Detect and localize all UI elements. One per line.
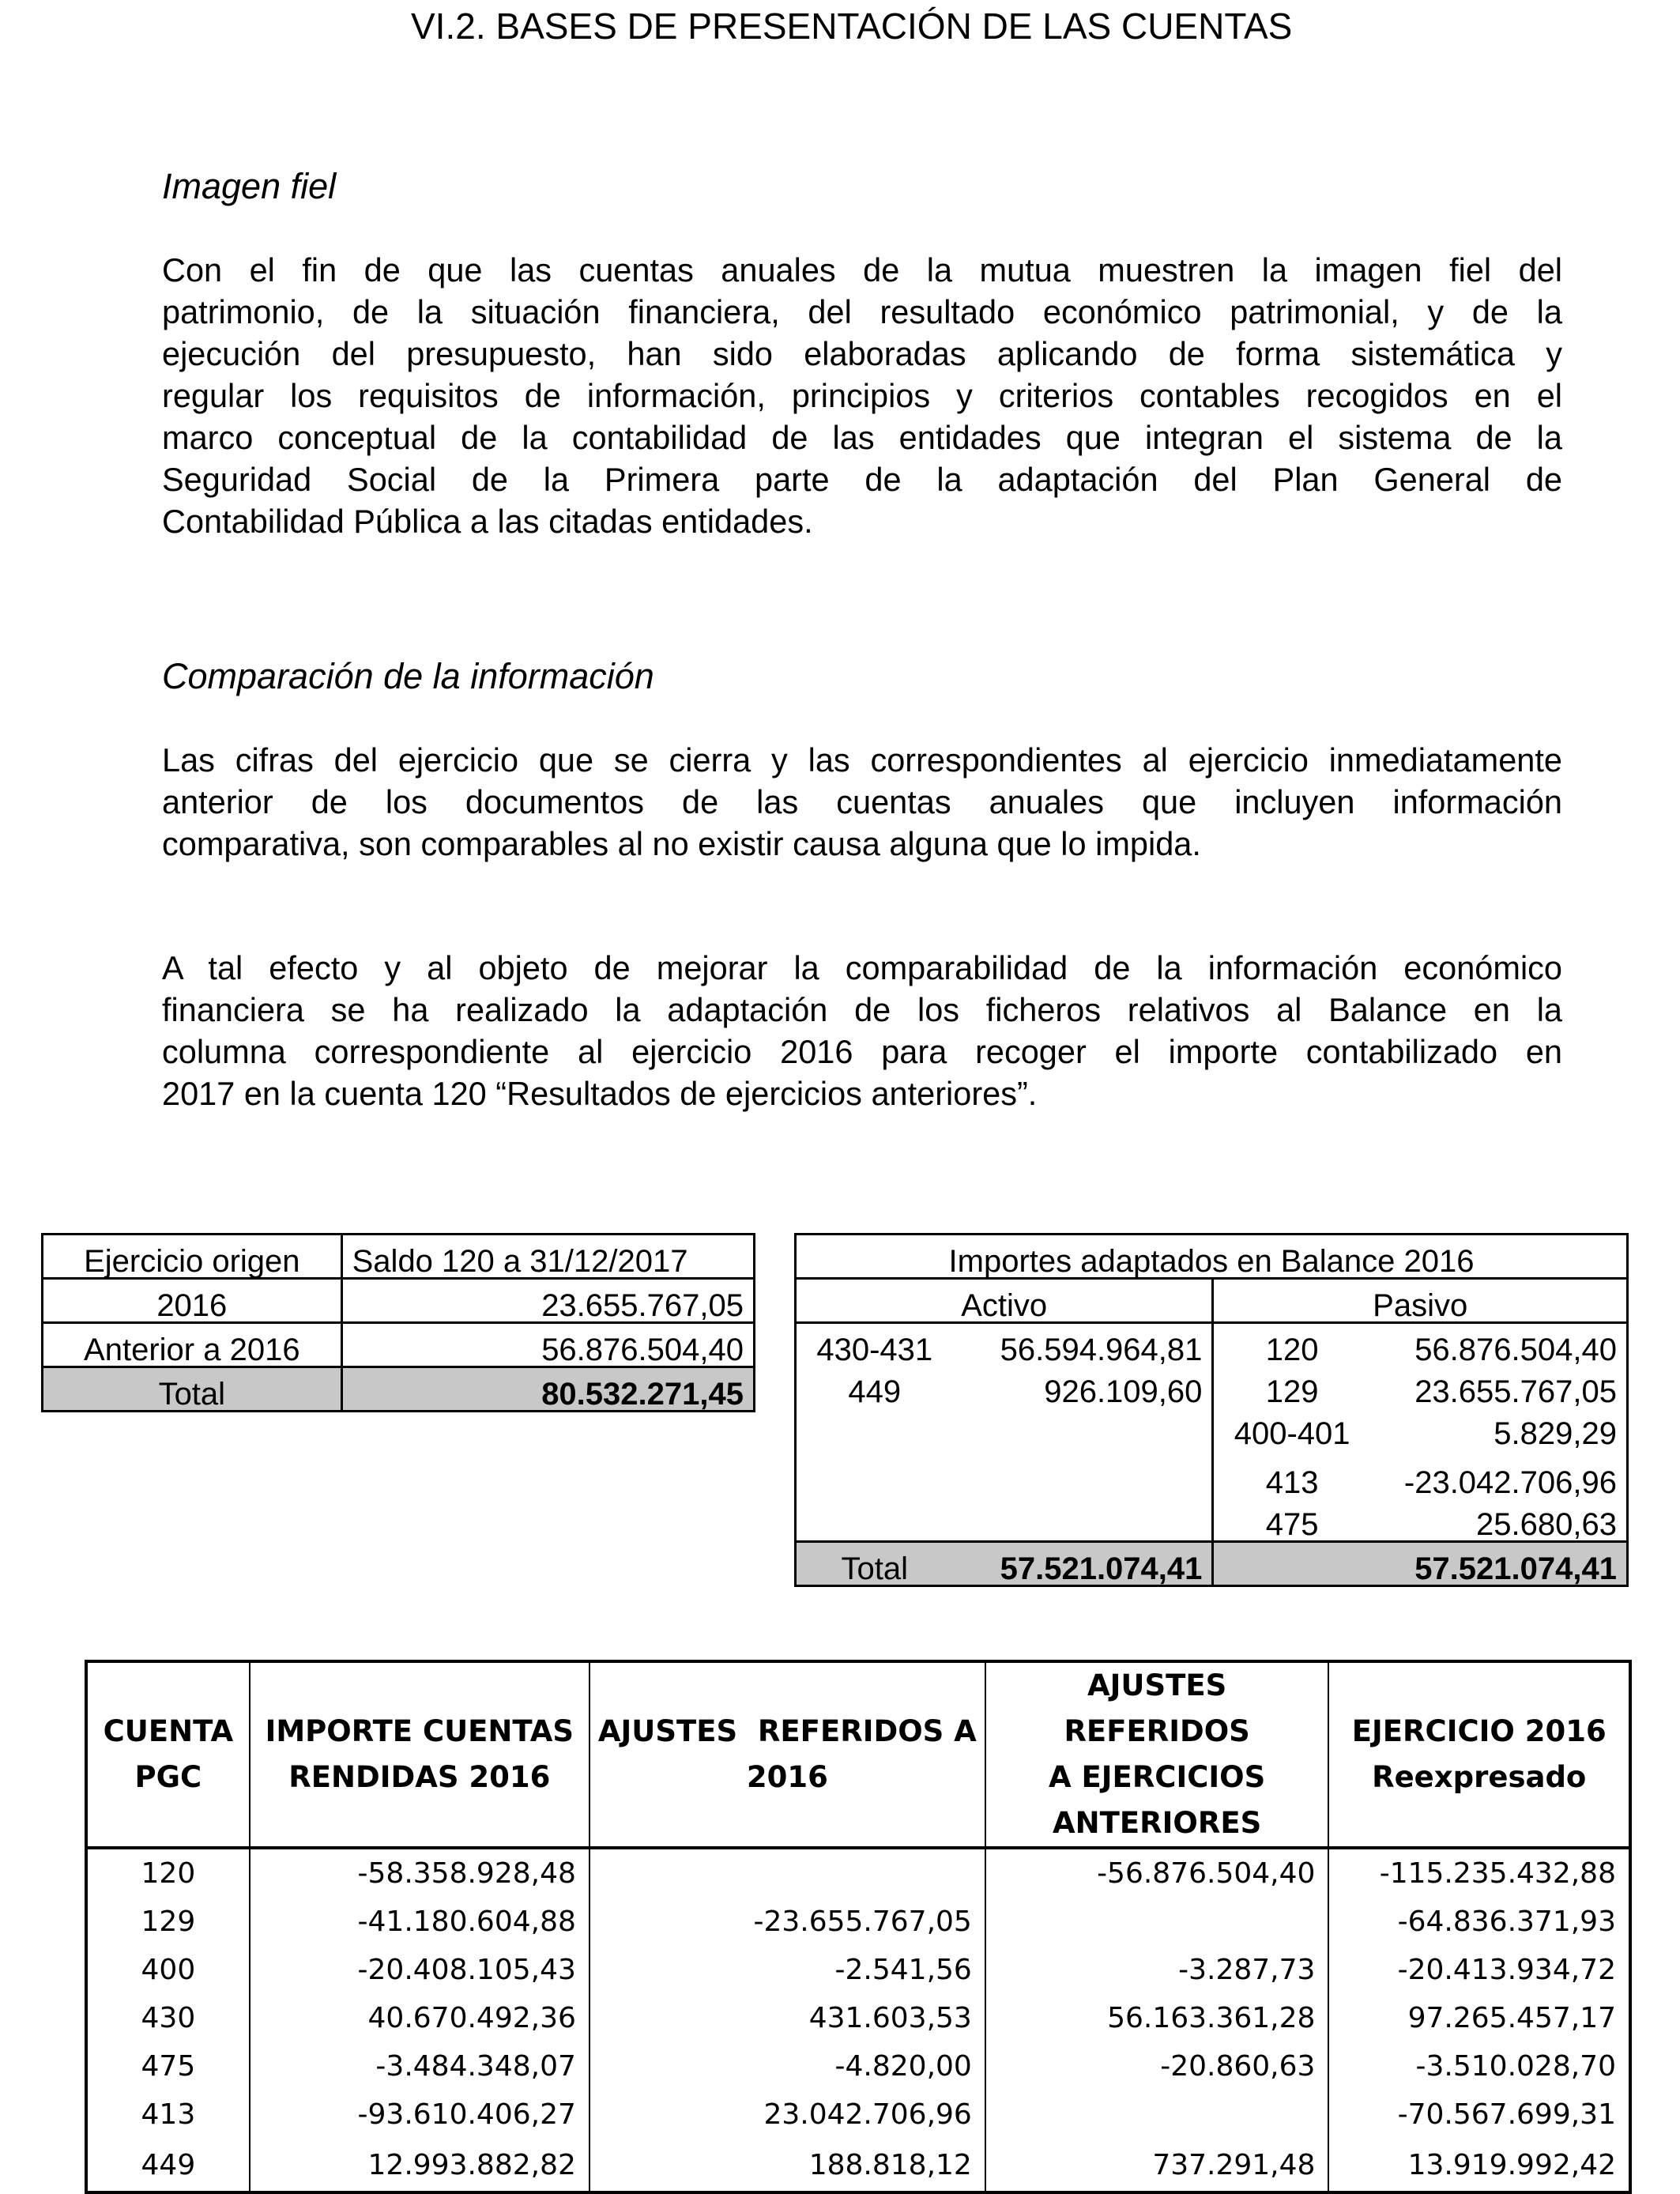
text-line: Contabilidad Pública a las citadas entidades.: [162, 503, 813, 540]
cell-importe-pasivo: 56.876.504,40: [1370, 1323, 1628, 1367]
text-line: A tal efecto y al objeto de mejorar la comparabilidad de la información económico: [162, 949, 1562, 986]
cell-cuenta: 120: [86, 1848, 250, 1898]
cell-importe-pasivo: 23.655.767,05: [1370, 1366, 1628, 1408]
cell-ajuste-anteriores: [985, 1898, 1329, 1946]
cell-importe-pasivo: -23.042.706,96: [1370, 1449, 1628, 1498]
cell-ajuste-anteriores: -56.876.504,40: [985, 1848, 1329, 1898]
header-ajustes-anteriores: [985, 1661, 1329, 1848]
header-importe-cuentas: [250, 1661, 590, 1848]
table-header-row: [86, 1661, 1630, 1848]
table-row: [86, 2090, 1630, 2139]
cell-total-value: 80.532.271,45: [341, 1367, 754, 1412]
cell-ajuste-anteriores: 56.163.361,28: [985, 1994, 1329, 2042]
cell-ajuste-2016: 431.603,53: [590, 1994, 985, 2042]
cell-cuenta-activo: 430-431: [796, 1323, 953, 1367]
cell-cuenta: 400: [86, 1946, 250, 1994]
header-line: 2016: [746, 1760, 828, 1794]
table-header-row: [43, 1235, 755, 1279]
header-cell: Ejercicio origen: [43, 1235, 342, 1279]
paragraph-comparacion-1: [162, 739, 1562, 865]
cell-reexpresado: 13.919.992,42: [1328, 2139, 1630, 2192]
cell-cuenta-activo: 449: [796, 1366, 953, 1408]
table-row: [796, 1408, 1628, 1449]
cell-ajuste-2016: -23.655.767,05: [590, 1898, 985, 1946]
text-line: Con el fin de que las cuentas anuales de la mutua muestren la imagen fiel del: [162, 251, 1562, 288]
table-row: [86, 1848, 1630, 1898]
page-title: VI.2. BASES DE PRESENTACIÓN DE LAS CUENTAS: [411, 6, 1293, 47]
cell-cuenta-activo: [796, 1498, 953, 1542]
header-activo: Activo: [796, 1279, 1213, 1323]
text-line: marco conceptual de la contabilidad de las entidades que integran el sistema de la: [162, 419, 1562, 456]
table-ejercicio-origen: [41, 1233, 755, 1412]
cell-cuenta-pasivo: 120: [1265, 1333, 1319, 1367]
cell-importe-pasivo: 25.680,63: [1370, 1498, 1628, 1542]
cell-reexpresado: 97.265.457,17: [1328, 1994, 1630, 2042]
cell-ajuste-anteriores: -20.860,63: [985, 2042, 1329, 2090]
table-total-row: [796, 1542, 1628, 1586]
cell-cuenta: 413: [86, 2090, 250, 2139]
header-ejercicio-reexpresado: [1328, 1661, 1630, 1848]
header-line: PGC: [134, 1760, 202, 1794]
cell-importe-activo: 56.594.964,81: [952, 1323, 1212, 1367]
cell-importe: -93.610.406,27: [250, 2090, 590, 2139]
cell-ejercicio: 2016: [43, 1279, 342, 1323]
cell-cuenta: 475: [86, 2042, 250, 2090]
cell-ajuste-2016: [590, 1848, 985, 1898]
cell-ajuste-anteriores: 737.291,48: [985, 2139, 1329, 2192]
cell-saldo: 56.876.504,40: [341, 1323, 754, 1367]
cell-importe-activo: [952, 1408, 1212, 1449]
cell-importe: 40.670.492,36: [250, 1994, 590, 2042]
text-line: comparativa, son comparables al no existir causa alguna que lo impida.: [162, 825, 1201, 862]
cell-ajuste-anteriores: [985, 2090, 1329, 2139]
cell-importe: -20.408.105,43: [250, 1946, 590, 1994]
cell-total-label: Total: [43, 1367, 342, 1412]
table-row: [86, 2139, 1630, 2192]
header-line: AJUSTES REFERIDOS: [1064, 1668, 1250, 1748]
text-line: Seguridad Social de la Primera parte de la adaptación del Plan General de: [162, 461, 1562, 498]
paragraph-comparacion-2: [162, 947, 1562, 1114]
cell-reexpresado: -64.836.371,93: [1328, 1898, 1630, 1946]
cell-ajuste-anteriores: -3.287,73: [985, 1946, 1329, 1994]
table-ejercicio-2016-reexpresado: [85, 1660, 1632, 2194]
cell-ejercicio: Anterior a 2016: [43, 1323, 342, 1367]
cell-reexpresado: -3.510.028,70: [1328, 2042, 1630, 2090]
table-row: [86, 1898, 1630, 1946]
header-cell: Saldo 120 a 31/12/2017: [341, 1235, 754, 1279]
table-row: [43, 1323, 755, 1367]
cell-total-pasivo: 57.521.074,41: [1370, 1542, 1628, 1586]
header-line: CUENTA: [103, 1714, 234, 1748]
text-line: columna correspondiente al ejercicio 2016 para recoger el importe contabilizado en: [162, 1033, 1562, 1070]
cell-cuenta: 430: [86, 1994, 250, 2042]
section-heading-imagen-fiel: Imagen fiel: [162, 166, 337, 206]
header-line: IMPORTE CUENTAS: [265, 1714, 574, 1748]
header-line: A EJERCICIOS: [1048, 1760, 1266, 1794]
header-cuenta-pgc: [86, 1661, 250, 1848]
text-line: Las cifras del ejercicio que se cierra y las correspondientes al ejercicio inmediatamente: [162, 741, 1562, 778]
cell-saldo: 23.655.767,05: [341, 1279, 754, 1323]
text-line: patrimonio, de la situación financiera, del resultado económico patrimonial, y de la: [162, 293, 1562, 330]
cell-cuenta-pasivo: 129: [1265, 1374, 1319, 1409]
table-row: [796, 1323, 1628, 1367]
cell-cuenta-activo: [796, 1408, 953, 1449]
text-line: anterior de los documentos de las cuentas anuales que incluyen información: [162, 783, 1562, 820]
cell-reexpresado: -20.413.934,72: [1328, 1946, 1630, 1994]
cell-ajuste-2016: 188.818,12: [590, 2139, 985, 2192]
paragraph-imagen-fiel: [162, 249, 1562, 542]
table-header-row: [796, 1279, 1628, 1323]
text-line: ejecución del presupuesto, han sido elaboradas aplicando de forma sistemática y: [162, 335, 1562, 372]
cell-cuenta-pasivo: 400-401: [1234, 1416, 1350, 1451]
cell-cuenta-activo: [796, 1449, 953, 1498]
text-line: 2017 en la cuenta 120 “Resultados de ejercicios anteriores”.: [162, 1075, 1038, 1112]
table-balance-2016: [794, 1233, 1629, 1587]
cell-importe: -58.358.928,48: [250, 1848, 590, 1898]
table-row: [86, 2042, 1630, 2090]
table-total-row: [43, 1367, 755, 1412]
table-row: [43, 1279, 755, 1323]
table-row: [796, 1498, 1628, 1542]
cell-ajuste-2016: -2.541,56: [590, 1946, 985, 1994]
table-title-row: [796, 1235, 1628, 1279]
header-line: ANTERIORES: [1053, 1806, 1262, 1840]
cell-cuenta: 449: [86, 2139, 250, 2192]
cell-reexpresado: -115.235.432,88: [1328, 1848, 1630, 1898]
cell-importe: -41.180.604,88: [250, 1898, 590, 1946]
cell-importe: -3.484.348,07: [250, 2042, 590, 2090]
header-pasivo: Pasivo: [1213, 1279, 1628, 1323]
cell-importe: 12.993.882,82: [250, 2139, 590, 2192]
table-title: Importes adaptados en Balance 2016: [796, 1235, 1628, 1279]
cell-importe-activo: [952, 1449, 1212, 1498]
table-row: [86, 1946, 1630, 1994]
cell-importe-activo: 926.109,60: [952, 1366, 1212, 1408]
section-heading-comparacion: Comparación de la información: [162, 656, 654, 696]
table-row: [86, 1994, 1630, 2042]
header-line: AJUSTES REFERIDOS A: [597, 1714, 977, 1748]
cell-total-label: Total: [796, 1542, 953, 1586]
text-line: financiera se ha realizado la adaptación de los ficheros relativos al Balance en la: [162, 991, 1562, 1028]
cell-reexpresado: -70.567.699,31: [1328, 2090, 1630, 2139]
text-line: regular los requisitos de información, principios y criterios contables recogidos en el: [162, 377, 1562, 414]
cell-importe-pasivo: 5.829,29: [1370, 1408, 1628, 1449]
cell-importe-activo: [952, 1498, 1212, 1542]
header-ajustes-2016: [590, 1661, 985, 1848]
cell-cuenta-pasivo: 413: [1265, 1465, 1319, 1500]
cell-ajuste-2016: -4.820,00: [590, 2042, 985, 2090]
cell-ajuste-2016: 23.042.706,96: [590, 2090, 985, 2139]
cell-total-activo: 57.521.074,41: [952, 1542, 1212, 1586]
header-line: EJERCICIO 2016: [1351, 1714, 1607, 1748]
cell-cuenta-pasivo: 475: [1265, 1507, 1319, 1542]
cell-empty: [1213, 1542, 1370, 1586]
table-row: [796, 1366, 1628, 1408]
header-line: RENDIDAS 2016: [288, 1760, 551, 1794]
table-row: [796, 1449, 1628, 1498]
header-line: Reexpresado: [1372, 1760, 1587, 1794]
cell-cuenta: 129: [86, 1898, 250, 1946]
